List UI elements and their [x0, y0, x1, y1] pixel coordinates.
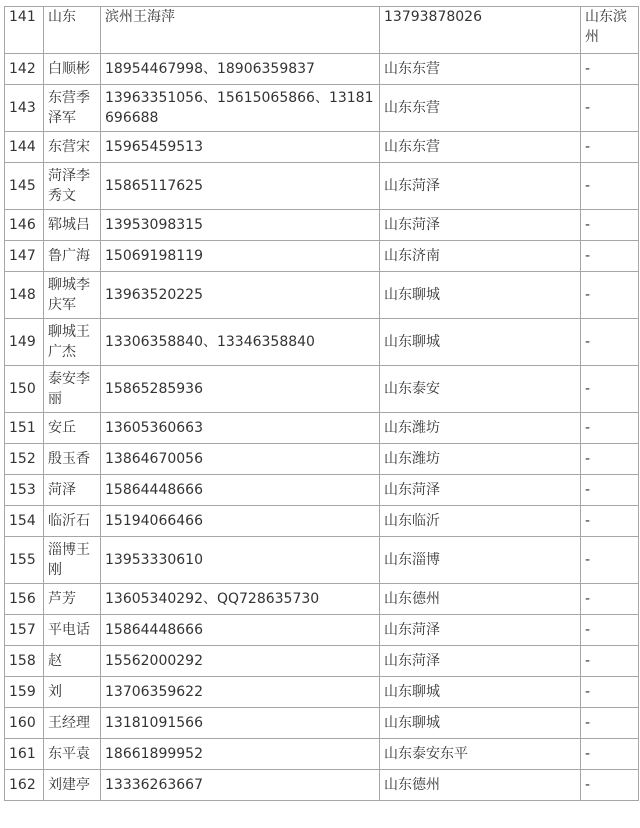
- region-cell: 山东临沂: [380, 506, 581, 537]
- table-row: [5, 163, 639, 210]
- note-cell: -: [581, 506, 639, 537]
- table-row: [5, 132, 639, 163]
- phone-cell: 15965459513: [101, 132, 380, 163]
- phone-cell: 18661899952: [101, 739, 380, 770]
- phone-cell: 13706359622: [101, 677, 380, 708]
- region-cell: 山东东营: [380, 132, 581, 163]
- name-cell: 泰安李丽: [44, 366, 101, 413]
- phone-cell: 13605360663: [101, 413, 380, 444]
- region-cell: 山东菏泽: [380, 475, 581, 506]
- row-number-cell: 143: [5, 85, 44, 132]
- name-cell: 淄博王刚: [44, 537, 101, 584]
- note-cell: -: [581, 85, 639, 132]
- phone-cell: 13864670056: [101, 444, 380, 475]
- note-cell: -: [581, 739, 639, 770]
- table-row: [5, 537, 639, 584]
- note-cell: 山东滨州: [581, 7, 639, 54]
- name-cell: 刘: [44, 677, 101, 708]
- table-row: [5, 584, 639, 615]
- phone-cell: 13306358840、13346358840: [101, 319, 380, 366]
- phone-cell: 13953098315: [101, 210, 380, 241]
- region-cell: 山东东营: [380, 54, 581, 85]
- name-cell: 菏泽: [44, 475, 101, 506]
- phone-cell: 13605340292、QQ728635730: [101, 584, 380, 615]
- region-cell: 山东聊城: [380, 708, 581, 739]
- name-cell: 鲁广海: [44, 241, 101, 272]
- row-number-cell: 146: [5, 210, 44, 241]
- name-cell: 平电话: [44, 615, 101, 646]
- note-cell: -: [581, 413, 639, 444]
- phone-cell: 15562000292: [101, 646, 380, 677]
- row-number-cell: 145: [5, 163, 44, 210]
- row-number-cell: 157: [5, 615, 44, 646]
- note-cell: -: [581, 646, 639, 677]
- name-cell: 菏泽李秀文: [44, 163, 101, 210]
- row-number-cell: 151: [5, 413, 44, 444]
- row-number-cell: 154: [5, 506, 44, 537]
- row-number-cell: 142: [5, 54, 44, 85]
- row-number-cell: 147: [5, 241, 44, 272]
- row-number-cell: 144: [5, 132, 44, 163]
- table-row: [5, 708, 639, 739]
- name-cell: 临沂石: [44, 506, 101, 537]
- region-cell: 山东菏泽: [380, 646, 581, 677]
- row-number-cell: 155: [5, 537, 44, 584]
- region-cell: 山东淄博: [380, 537, 581, 584]
- phone-cell: 13336263667: [101, 770, 380, 801]
- table-row: [5, 413, 639, 444]
- note-cell: -: [581, 677, 639, 708]
- region-cell: 山东菏泽: [380, 210, 581, 241]
- note-cell: -: [581, 615, 639, 646]
- note-cell: -: [581, 444, 639, 475]
- table-row: [5, 210, 639, 241]
- note-cell: -: [581, 163, 639, 210]
- phone-cell: 15194066466: [101, 506, 380, 537]
- note-cell: -: [581, 708, 639, 739]
- table-row: [5, 444, 639, 475]
- note-cell: -: [581, 584, 639, 615]
- name-cell: 山东: [44, 7, 101, 54]
- row-number-cell: 162: [5, 770, 44, 801]
- name-cell: 聊城李庆军: [44, 272, 101, 319]
- region-cell: 山东聊城: [380, 677, 581, 708]
- table-row: [5, 506, 639, 537]
- phone-cell: 15865117625: [101, 163, 380, 210]
- region-cell: 山东菏泽: [380, 615, 581, 646]
- note-cell: -: [581, 210, 639, 241]
- table-row: [5, 54, 639, 85]
- row-number-cell: 158: [5, 646, 44, 677]
- table-row: [5, 739, 639, 770]
- name-cell: 白顺彬: [44, 54, 101, 85]
- region-cell: 山东泰安东平: [380, 739, 581, 770]
- phone-cell: 15069198119: [101, 241, 380, 272]
- phone-cell: 18954467998、18906359837: [101, 54, 380, 85]
- name-cell: 刘建亭: [44, 770, 101, 801]
- phone-cell: 13963520225: [101, 272, 380, 319]
- note-cell: -: [581, 475, 639, 506]
- name-cell: 郓城吕: [44, 210, 101, 241]
- phone-cell: 15864448666: [101, 475, 380, 506]
- name-cell: 东营季泽军: [44, 85, 101, 132]
- region-cell: 山东泰安: [380, 366, 581, 413]
- row-number-cell: 153: [5, 475, 44, 506]
- note-cell: -: [581, 132, 639, 163]
- row-number-cell: 148: [5, 272, 44, 319]
- phone-cell: 13181091566: [101, 708, 380, 739]
- table-row: [5, 319, 639, 366]
- name-cell: 东营宋: [44, 132, 101, 163]
- phone-cell: 滨州王海萍: [101, 7, 380, 54]
- contact-table: [4, 6, 639, 801]
- table-row: [5, 7, 639, 54]
- phone-cell: 15865285936: [101, 366, 380, 413]
- table-row: [5, 85, 639, 132]
- note-cell: -: [581, 319, 639, 366]
- table-row: [5, 366, 639, 413]
- name-cell: 赵: [44, 646, 101, 677]
- row-number-cell: 160: [5, 708, 44, 739]
- table-row: [5, 241, 639, 272]
- table-row: [5, 475, 639, 506]
- note-cell: -: [581, 537, 639, 584]
- region-cell: 山东聊城: [380, 272, 581, 319]
- region-cell: 山东菏泽: [380, 163, 581, 210]
- name-cell: 芦芳: [44, 584, 101, 615]
- row-number-cell: 159: [5, 677, 44, 708]
- note-cell: -: [581, 366, 639, 413]
- name-cell: 殷玉香: [44, 444, 101, 475]
- region-cell: 山东聊城: [380, 319, 581, 366]
- table-row: [5, 615, 639, 646]
- row-number-cell: 149: [5, 319, 44, 366]
- row-number-cell: 141: [5, 7, 44, 54]
- note-cell: -: [581, 54, 639, 85]
- row-number-cell: 152: [5, 444, 44, 475]
- name-cell: 安丘: [44, 413, 101, 444]
- region-cell: 山东德州: [380, 584, 581, 615]
- region-cell: 山东东营: [380, 85, 581, 132]
- note-cell: -: [581, 770, 639, 801]
- table-row: [5, 646, 639, 677]
- table-row: [5, 272, 639, 319]
- name-cell: 聊城王广杰: [44, 319, 101, 366]
- region-cell: 山东潍坊: [380, 444, 581, 475]
- phone-cell: 15864448666: [101, 615, 380, 646]
- row-number-cell: 150: [5, 366, 44, 413]
- phone-cell: 13963351056、15615065866、13181696688: [101, 85, 380, 132]
- region-cell: 13793878026: [380, 7, 581, 54]
- row-number-cell: 156: [5, 584, 44, 615]
- note-cell: -: [581, 272, 639, 319]
- table-row: [5, 677, 639, 708]
- region-cell: 山东德州: [380, 770, 581, 801]
- region-cell: 山东潍坊: [380, 413, 581, 444]
- name-cell: 王经理: [44, 708, 101, 739]
- table-row: [5, 770, 639, 801]
- name-cell: 东平袁: [44, 739, 101, 770]
- contact-table-body: [5, 7, 639, 801]
- region-cell: 山东济南: [380, 241, 581, 272]
- row-number-cell: 161: [5, 739, 44, 770]
- note-cell: -: [581, 241, 639, 272]
- phone-cell: 13953330610: [101, 537, 380, 584]
